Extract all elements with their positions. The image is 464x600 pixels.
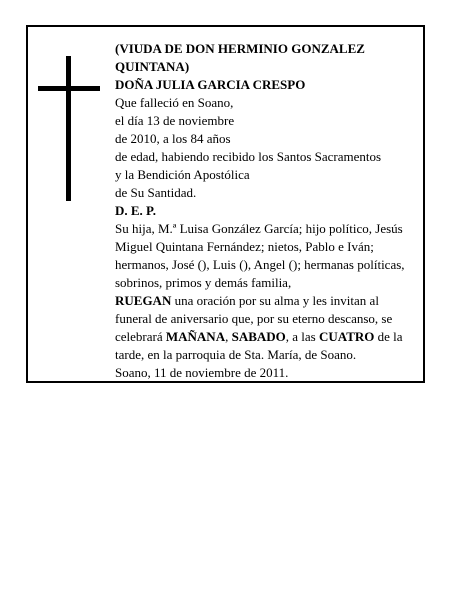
ruegan-line (115, 292, 425, 310)
ruegan-word: RUEGAN (115, 293, 172, 308)
family-line: hermanos, José (), Luis (), Angel (); hermanas políticas, (115, 257, 405, 272)
obituary-text (115, 40, 425, 382)
funeral-line: funeral de aniversario que, por su eterno descanso, se (115, 311, 393, 326)
obituary-frame (26, 25, 425, 383)
ruegan-rest: una oración por su alma y les invitan al (171, 293, 379, 308)
widow-of-line-1: (VIUDA DE DON HERMINIO GONZALEZ (115, 41, 365, 56)
cross-icon (38, 56, 100, 201)
death-line: el día 13 de noviembre (115, 113, 235, 128)
weekday-word: SABADO (231, 329, 286, 344)
deceased-name: DOÑA JULIA GARCIA CRESPO (115, 77, 306, 92)
hour-word: CUATRO (319, 329, 375, 344)
schedule-text: de la (374, 329, 403, 344)
location-line: tarde, en la parroquia de Sta. María, de Soano. (115, 347, 357, 362)
family-line: sobrinos, primos y demás familia, (115, 275, 292, 290)
widow-of-line-2: QUINTANA) (115, 59, 190, 74)
date-line: Soano, 11 de noviembre de 2011. (115, 365, 289, 380)
cross-horizontal-bar (38, 86, 100, 91)
family-line: Miguel Quintana Fernández; nietos, Pablo e Iván; (115, 239, 374, 254)
death-line: de edad, habiendo recibido los Santos Sacramentos (115, 149, 382, 164)
schedule-text: , (225, 329, 232, 344)
day-word: MAÑANA (165, 329, 226, 344)
death-line: y la Bendición Apostólica (115, 167, 250, 182)
death-line: de Su Santidad. (115, 185, 197, 200)
family-line: Su hija, M.ª Luisa González García; hijo político, Jesús (115, 221, 403, 236)
death-line: Que falleció en Soano, (115, 95, 234, 110)
schedule-text: , a las (285, 329, 319, 344)
schedule-line (115, 328, 425, 346)
dep-line: D. E. P. (115, 203, 157, 218)
cross-vertical-bar (66, 56, 71, 201)
schedule-text: celebrará (115, 329, 166, 344)
death-line: de 2010, a los 84 años (115, 131, 231, 146)
